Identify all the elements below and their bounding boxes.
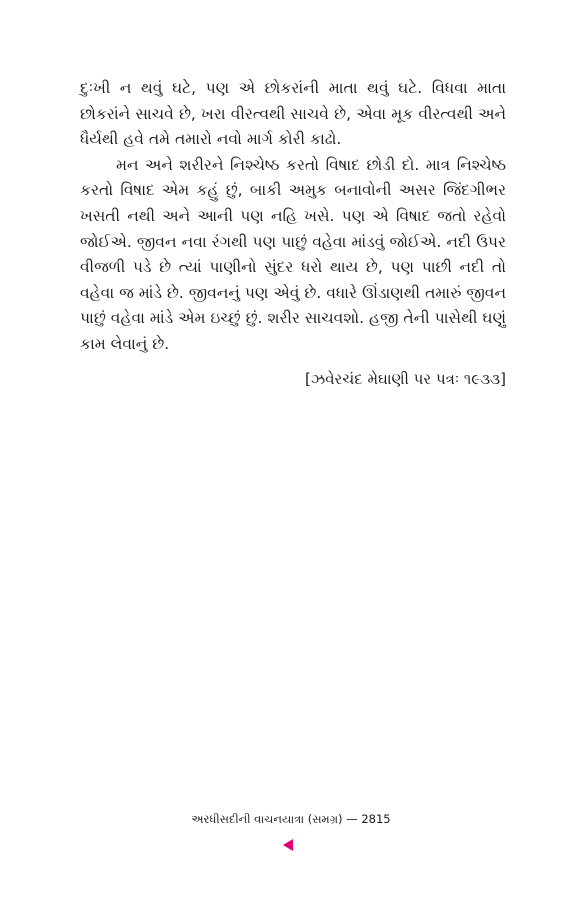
body-text — [80, 76, 506, 358]
paragraph-1: દુઃખી ન થવું ઘટે, પણ એ છોકરાંની માતા થવું ઘટે. વિધવા માતા છોકરાંને સાચવે છે, ખરા વીરત્વથી સાચવે છે, એવા મૂક વીરત્વથી અને ધૈર્યથી હવે તમે તમારો નવો માર્ગ કોરી કાઢો. — [80, 79, 506, 149]
page-footer: અરધીસદીની વાચનયાત્રા (સમગ્ર) — 2815 — [191, 812, 391, 826]
citation: [ઝવેરચંદ મેઘાણી પર પત્રઃ ૧૯૩૩] — [305, 370, 506, 388]
paragraph-2: મન અને શરીરને નિશ્ચેષ્ઠ કરતો વિષાદ છોડી દો. માત્ર નિશ્ચેષ્ઠ કરતો વિષાદ એમ કહું છું, બાકી અમુક બનાવોની અસર જિંદગીભર ખસતી નથી અને આની પણ નહિ ખસે. પણ એ વિષાદ જતો રહેવો જોઈએ. જીવન નવા રંગથી પણ પાછું વહેવા માંડવું જોઈએ. નદી ઉપર વીજળી પડે છે ત્યાં પાણીનો સુંદર ધરો થાય છે, પણ પાછી નદી તો વહેવા જ માંડે છે. જીવનનું પણ એવું છે. વધારે ઊંડાણથી તમારું જીવન પાછું વહેવા માંડે એમ ઇચ્છું છું. શરીર સાચવશો. હજી તેની પાસેથી ઘણું કામ લેવાનું છે. — [80, 155, 506, 353]
previous-page-arrow-icon[interactable] — [283, 839, 293, 851]
